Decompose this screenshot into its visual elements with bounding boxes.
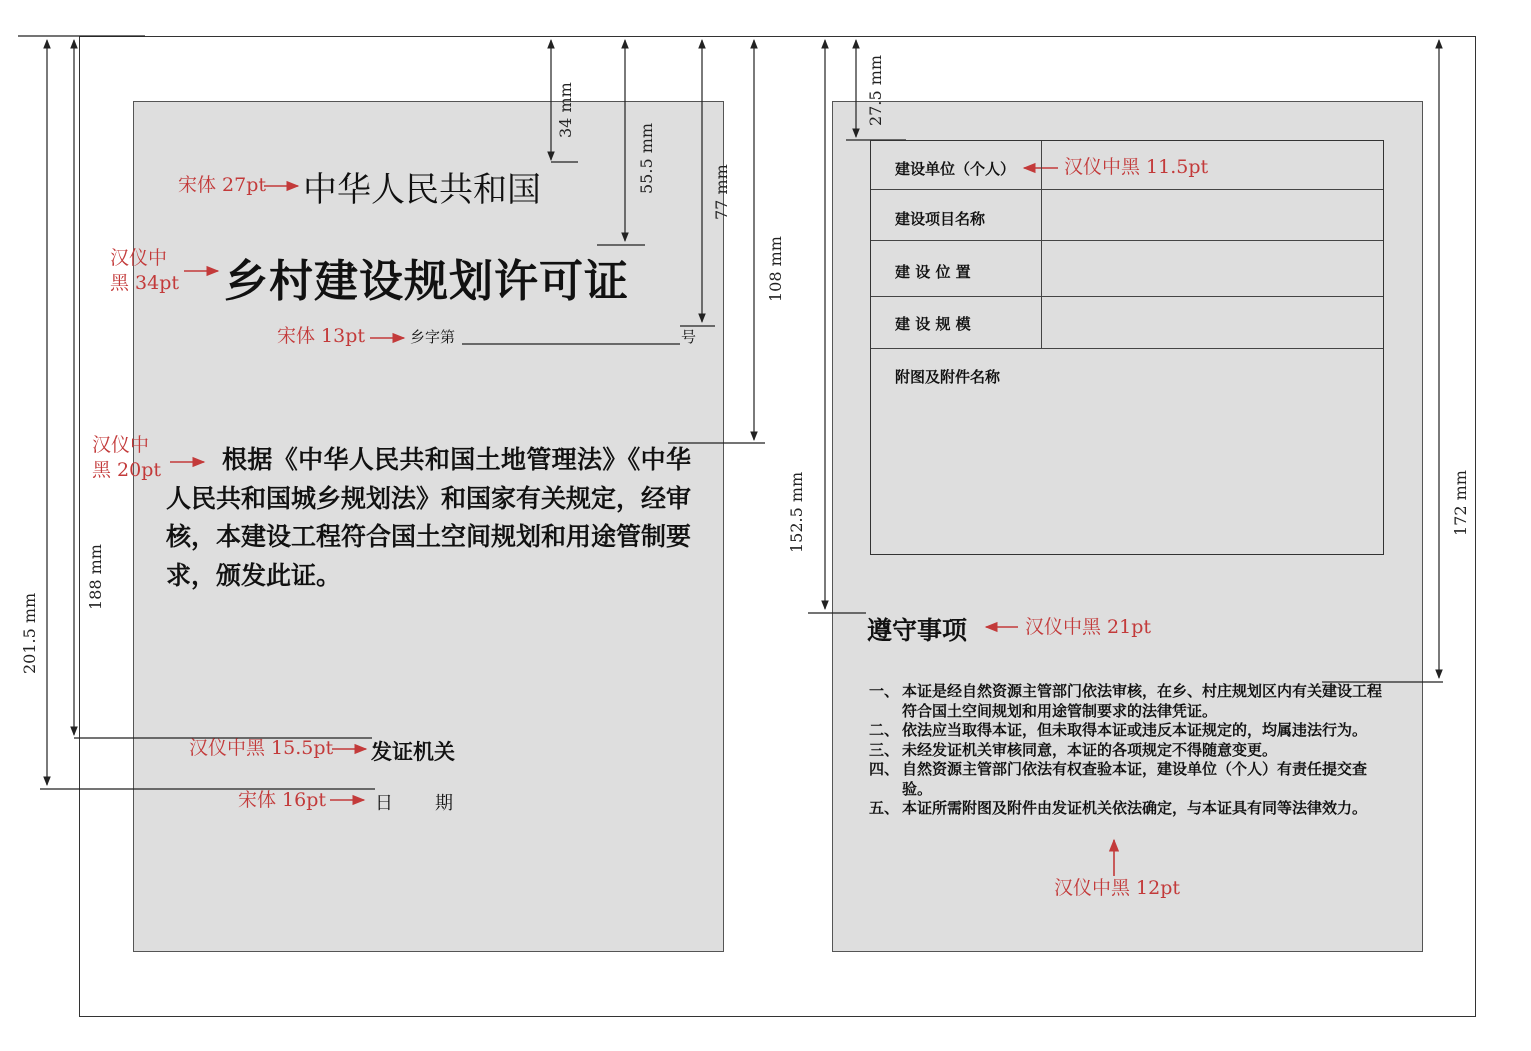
dimension-27-5mm: 27.5 mm — [866, 54, 885, 126]
permit-number-prefix: 乡字第 — [410, 328, 456, 346]
notice-item-text: 本证是经自然资源主管部门依法审核，在乡、村庄规划区内有关建设工程符合国土空间规划和用途管制要求的法律凭证。 — [902, 682, 1383, 720]
dimension-34mm: 34 mm — [556, 82, 575, 138]
table-row — [871, 297, 1383, 349]
table-row-label: 建设单位（个人） — [895, 160, 1016, 178]
issuer-label: 发证机关 — [371, 740, 455, 764]
list-item — [869, 799, 1385, 819]
annotation-issuer-font: 汉仪中黑 15.5pt — [189, 737, 334, 759]
annotation-body-font-line2: 黑 20pt — [92, 458, 162, 481]
annotation-notice-title-font: 汉仪中黑 21pt — [1025, 616, 1152, 638]
notice-item-text: 本证所需附图及附件由发证机关依法确定，与本证具有同等法律效力。 — [902, 799, 1368, 817]
date-label — [375, 789, 453, 815]
notice-item-number: 五、 — [869, 799, 900, 817]
notice-list — [869, 682, 1385, 819]
dimension-55-5mm: 55.5 mm — [637, 122, 656, 194]
annotation-date-font: 宋体 16pt — [238, 789, 327, 811]
notice-item-number: 二、 — [869, 721, 900, 739]
table-row-label: 建设项目名称 — [895, 210, 986, 228]
annotation-body-font-line1: 汉仪中 — [92, 434, 150, 456]
dimension-188mm: 188 mm — [86, 544, 105, 610]
dimension-172mm: 172 mm — [1451, 470, 1470, 536]
dimension-152-5mm: 152.5 mm — [787, 471, 806, 553]
notice-item-text: 依法应当取得本证，但未取得本证或违反本证规定的，均属违法行为。 — [902, 721, 1368, 739]
list-item — [869, 760, 1385, 799]
annotation-permit-font-line1: 汉仪中 — [110, 247, 168, 269]
notice-item-text: 未经发证机关审核同意，本证的各项规定不得随意变更。 — [902, 740, 1278, 759]
table-row-label: 附图及附件名称 — [895, 368, 1001, 386]
table-row — [871, 241, 1383, 297]
date-label-period: 期 — [435, 793, 453, 814]
annotation-title-font: 宋体 27pt — [178, 174, 267, 196]
permit-body-text: 根据《中华人民共和国土地管理法》《中华人民共和国城乡规划法》和国家有关规定，经审核，本建设工程符合国土空间规划和用途管制要求，颁发此证。 — [166, 445, 692, 590]
annotation-number-font: 宋体 13pt — [277, 325, 366, 347]
notice-item-text: 自然资源主管部门依法有权查验本证，建设单位（个人）有责任提交查验。 — [902, 760, 1368, 798]
table-row-label: 建 设 规 模 — [895, 315, 971, 333]
table-divider — [1041, 190, 1042, 240]
annotation-notice-body-font: 汉仪中黑 12pt — [1054, 877, 1181, 899]
dimension-201-5mm: 201.5 mm — [20, 592, 39, 674]
country-title: 中华人民共和国 — [303, 170, 541, 210]
annotation-table-font: 汉仪中黑 11.5pt — [1064, 156, 1209, 178]
date-label-day: 日 — [375, 793, 393, 814]
dimension-108mm: 108 mm — [766, 236, 785, 302]
table-divider — [1041, 297, 1042, 348]
permit-title: 乡村建设规划许可证 — [224, 256, 629, 307]
permit-number-suffix: 号 — [681, 328, 697, 346]
list-item — [869, 682, 1385, 721]
notice-item-number: 一、 — [869, 682, 900, 700]
annotation-permit-font-line2: 黑 34pt — [110, 271, 180, 294]
table-row — [871, 190, 1383, 241]
table-divider — [1041, 141, 1042, 189]
table-divider — [1041, 241, 1042, 296]
notice-item-number: 三、 — [869, 740, 900, 759]
table-row — [871, 349, 1383, 555]
annotation-permit-font — [110, 246, 182, 295]
notice-title: 遵守事项 — [867, 616, 968, 645]
table-row-label: 建 设 位 置 — [895, 263, 971, 281]
annotation-body-font — [92, 433, 164, 482]
permit-info-table — [870, 140, 1384, 555]
dimension-77mm: 77 mm — [712, 164, 731, 220]
list-item — [869, 741, 1385, 761]
notice-item-number: 四、 — [869, 760, 900, 778]
list-item — [869, 721, 1385, 741]
